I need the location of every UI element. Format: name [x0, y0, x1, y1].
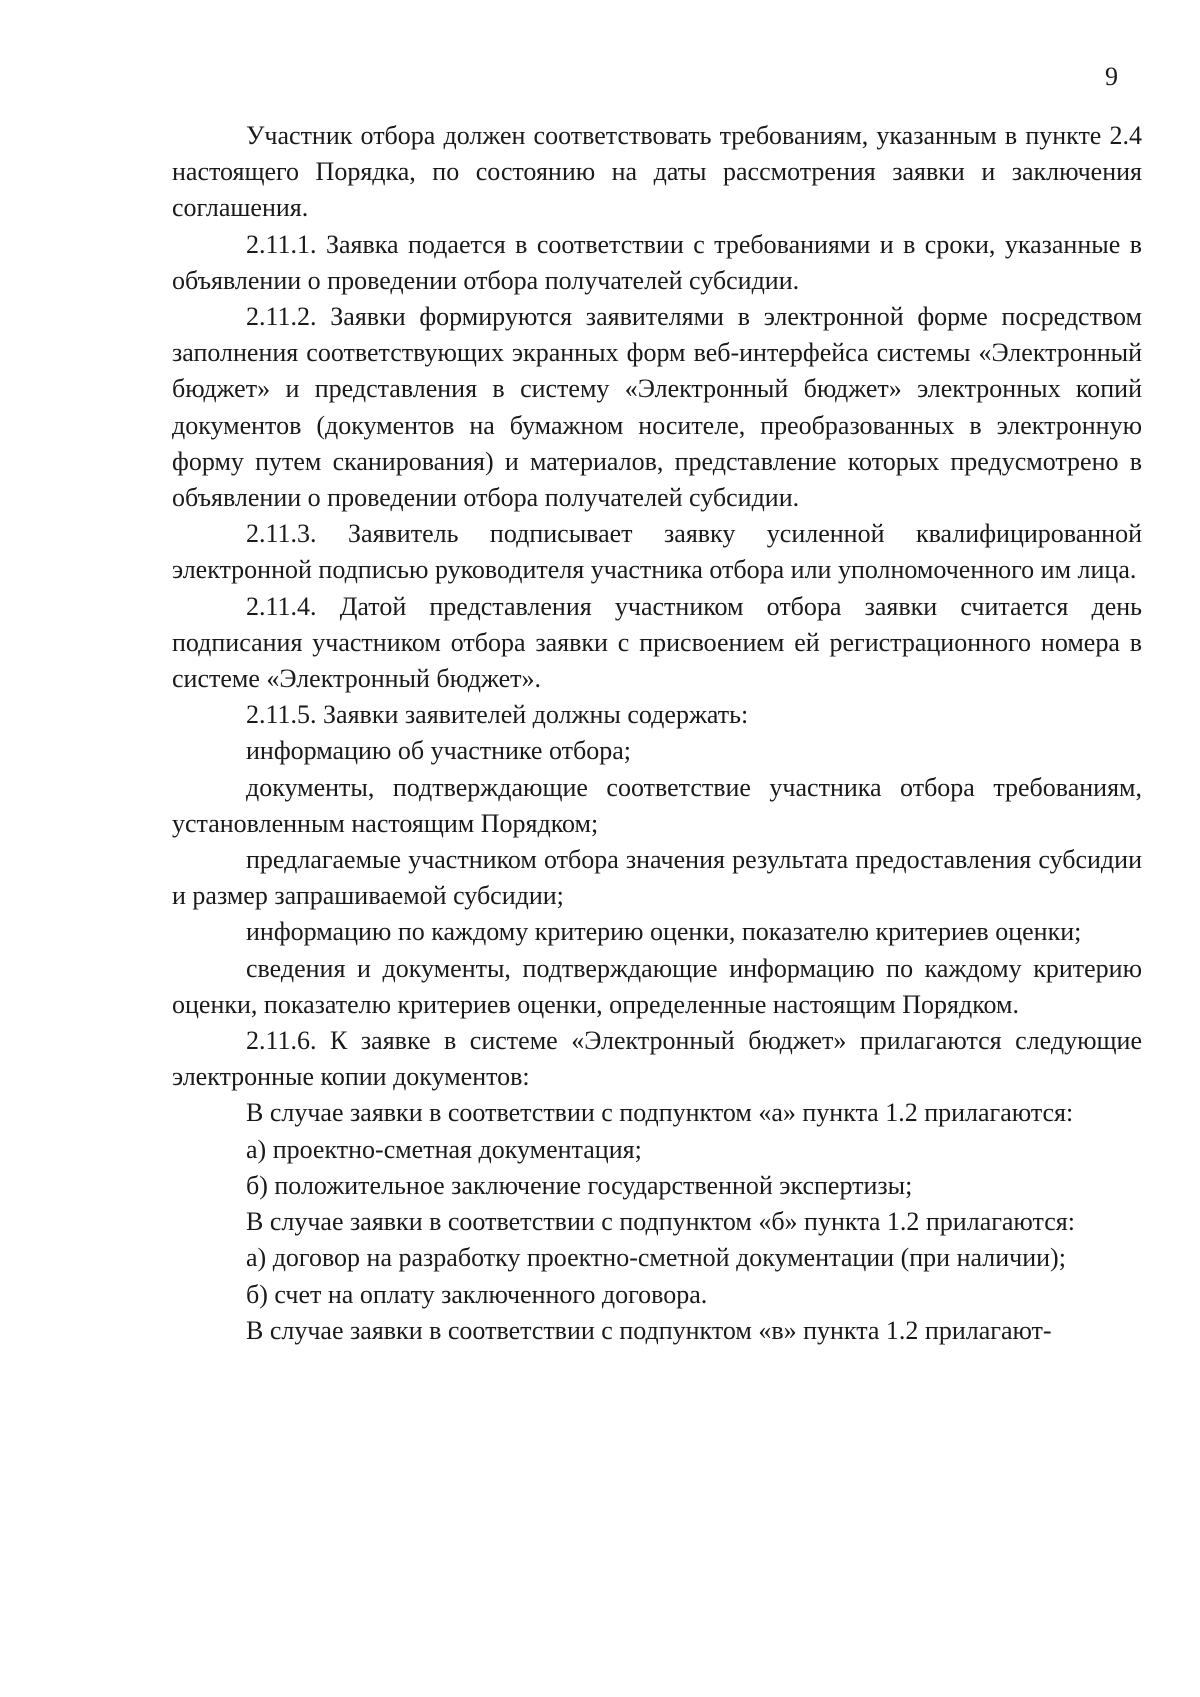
- list-item: документы, подтверждающие соответствие участника отбора требованиям, установленным настоящим Порядком;: [172, 772, 1142, 838]
- paragraph-requirements: Участник отбора должен соответствовать требованиям, указанным в пункте 2.4 настоящего Порядка, по состоянию на даты рассмотрения заявки и заключения соглашения.: [172, 121, 1142, 223]
- paragraph-2-11-6: 2.11.6. К заявке в системе «Электронный бюджет» прилагаются следующие электронные копии документов:: [172, 1026, 1142, 1092]
- paragraph-2-11-3: 2.11.3. Заявитель подписывает заявку усиленной квалифицированной электронной подписью руководителя участника отбора или уполномоченного им лица.: [172, 519, 1142, 585]
- paragraph-2-11-2: 2.11.2. Заявки формируются заявителями в электронной форме посредством заполнения соответствующих экранных форм веб-интерфейса системы «Электронный бюджет» и представления в систему «Электронный бюджет» электронных копий документов (документов на бумажном носителе, преобразованных в электронную форму путем сканирования) и материалов, представление которых предусмотрено в объявлении о проведении отбора получателей субсидии.: [172, 302, 1142, 513]
- page-number: 9: [1105, 62, 1118, 91]
- paragraph-case-b: В случае заявки в соответствии с подпунктом «б» пункта 1.2 прилагаются:: [246, 1207, 1075, 1237]
- list-item: б) счет на оплату заключенного договора.: [246, 1279, 708, 1309]
- paragraph-case-v: В случае заявки в соответствии с подпунктом «в» пункта 1.2 прилагают-: [246, 1315, 1052, 1345]
- list-item: а) проектно-сметная документация;: [246, 1134, 642, 1164]
- document-body: [172, 118, 1142, 1349]
- list-item: б) положительное заключение государственной экспертизы;: [246, 1170, 913, 1200]
- paragraph-2-11-4: 2.11.4. Датой представления участником отбора заявки считается день подписания участником отбора заявки с присвоением ей регистрационного номера в системе «Электронный бюджет».: [172, 591, 1142, 694]
- list-item: сведения и документы, подтверждающие информацию по каждому критерию оценки, показателю критериев оценки, определенные настоящим Порядком.: [172, 953, 1142, 1019]
- list-item: а) договор на разработку проектно-сметной документации (при наличии);: [246, 1243, 1066, 1273]
- list-item: предлагаемые участником отбора значения результата предоставления субсидии и размер запрашиваемой субсидии;: [172, 845, 1142, 911]
- paragraph-2-11-1: 2.11.1. Заявка подается в соответствии с требованиями и в сроки, указанные в объявлении о проведении отбора получателей субсидии.: [172, 229, 1142, 295]
- paragraph-case-a: В случае заявки в соответствии с подпунктом «а» пункта 1.2 прилагаются:: [246, 1098, 1074, 1128]
- list-item: информацию по каждому критерию оценки, показателю критериев оценки;: [246, 917, 1082, 947]
- list-item: информацию об участнике отбора;: [246, 736, 631, 766]
- paragraph-2-11-5: 2.11.5. Заявки заявителей должны содержать:: [246, 700, 749, 730]
